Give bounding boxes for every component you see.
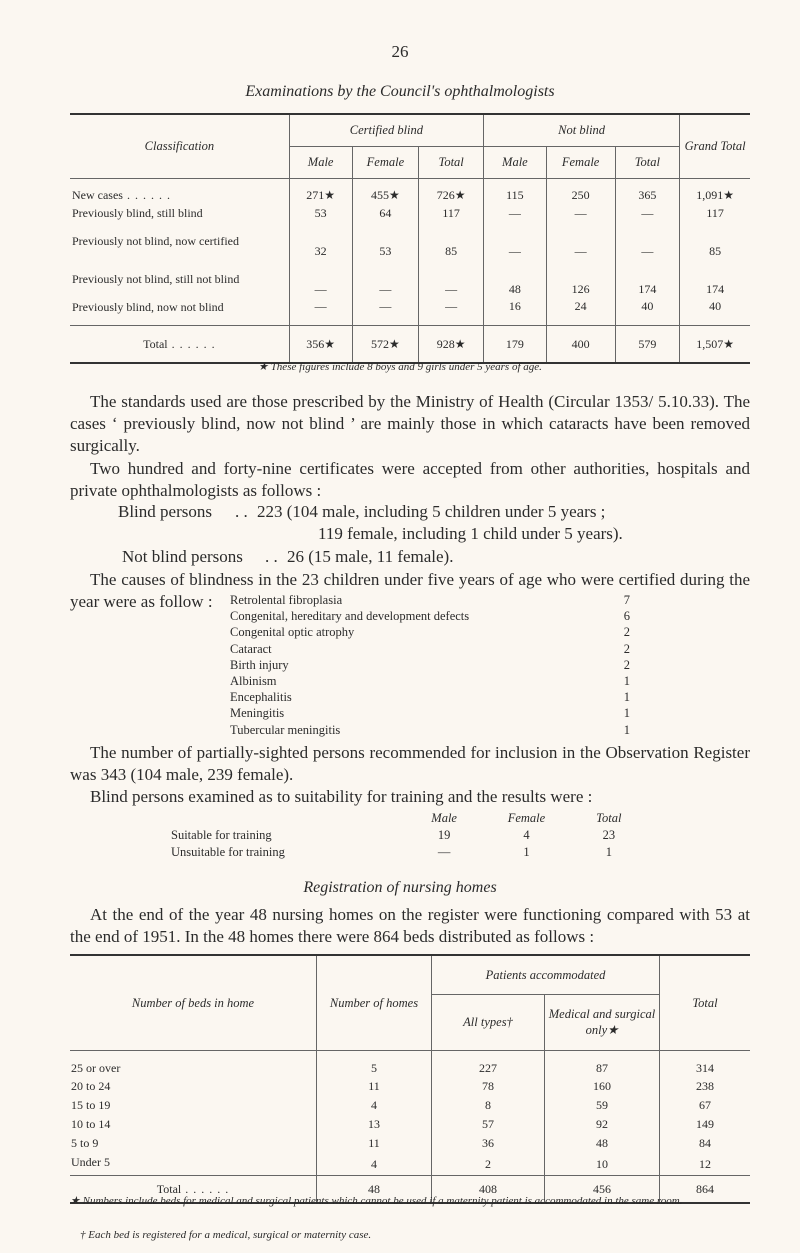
total-label: Total (143, 336, 168, 351)
medical-surgical-header: Medical and surgical only★ (545, 995, 660, 1051)
nursing-table (70, 954, 750, 1204)
cell: 271★ (289, 179, 352, 205)
cell: 1 (605, 845, 612, 859)
cell: 4 (317, 1096, 432, 1115)
list-item (230, 624, 630, 640)
cell: 174 (706, 282, 725, 296)
list-item (230, 673, 630, 689)
table-row (70, 298, 750, 326)
cb-male-header: Male (289, 147, 352, 179)
table-row (170, 827, 650, 844)
cell: 8 (432, 1096, 545, 1115)
cell: 11 (317, 1077, 432, 1096)
total-header: Total (660, 955, 751, 1051)
row-label: 15 to 19 (71, 1098, 111, 1112)
cause-value: 1 (623, 722, 630, 737)
cell: 400 (546, 326, 615, 364)
cell: 455★ (352, 179, 419, 205)
cell: 179 (484, 326, 547, 364)
cell: 356★ (289, 326, 352, 364)
certified-blind-header: Certified blind (289, 114, 483, 147)
patients-header: Patients accommodated (432, 955, 660, 995)
cell: 12 (699, 1156, 711, 1171)
cell: — (484, 222, 547, 260)
row-label: Unsuitable for training (171, 845, 285, 859)
cell: 160 (545, 1077, 660, 1096)
cell: 53 (352, 222, 419, 260)
all-types-header: All types† (432, 995, 545, 1051)
paragraph-certificates: Two hundred and forty-nine certificates were accepted from other authorities, hospitals and private ophthalmologists as follows : (70, 459, 750, 500)
cell: 36 (432, 1134, 545, 1153)
causes-list (230, 592, 630, 738)
cell: 572★ (352, 326, 419, 364)
cell: 78 (432, 1077, 545, 1096)
cell: 67 (699, 1098, 711, 1112)
table1-footnote: ★ These figures include 8 boys and 9 girls under 5 years of age. (258, 361, 542, 373)
paragraph-causes: The causes of blindness in the 23 children under five years of age who were certified during the year were as follow : (70, 570, 750, 611)
cell: — (615, 204, 680, 222)
cause-label: Congenital, hereditary and development defects (230, 609, 470, 624)
cause-label: Meningitis (230, 706, 285, 721)
cell: — (352, 298, 419, 326)
cell: 4 (317, 1153, 432, 1176)
row-label: 25 or over (71, 1061, 121, 1075)
cell: — (437, 845, 451, 859)
cell: 126 (546, 260, 615, 298)
grand-total-header: Grand Total (680, 114, 750, 179)
cell: 48 (484, 260, 547, 298)
table-row (70, 1153, 750, 1176)
not-blind-header: Not blind (484, 114, 680, 147)
nursing-heading: Registration of nursing homes (303, 879, 497, 896)
beds-header: Number of beds in home (70, 955, 317, 1051)
cell: 40 (709, 299, 722, 313)
not-blind-value: 26 (15 male, 11 female). (287, 547, 454, 566)
cell: 24 (546, 298, 615, 326)
row-label: Suitable for training (171, 828, 272, 842)
row-label: Previously blind, still blind (72, 205, 203, 220)
cell: — (352, 260, 419, 298)
cell: — (419, 298, 484, 326)
cell: 23 (602, 828, 616, 842)
cell: — (615, 222, 680, 260)
blind-persons-line2: 119 female, including 1 child under 5 years). (318, 524, 623, 543)
table-row (70, 260, 750, 298)
cell: — (289, 260, 352, 298)
list-item (230, 657, 630, 673)
cb-female-header: Female (352, 147, 419, 179)
cell: 48 (317, 1176, 432, 1204)
cell: 1,091★ (696, 187, 734, 202)
cell: 115 (484, 179, 547, 205)
ophthalmology-table (70, 113, 750, 364)
cause-label: Retrolental fibroplasia (230, 593, 343, 607)
blind-persons-line1: 223 (104 male, including 5 children under 5 years ; (257, 502, 606, 521)
cell: 579 (615, 326, 680, 364)
nb-male-header: Male (484, 147, 547, 179)
cell: 53 (289, 204, 352, 222)
female-header: Female (507, 811, 546, 825)
list-item (230, 608, 630, 624)
table-row (70, 1077, 750, 1096)
classification-header: Classification (70, 114, 289, 179)
cell: 365 (615, 179, 680, 205)
cause-value: 6 (623, 609, 630, 624)
nursing-footnote-1: ★ Numbers include beds for medical and surgical patients which cannot be used if a maternity patient is accommodated in the same room. (70, 1195, 683, 1207)
paragraph-partially-sighted: The number of partially-sighted persons recommended for inclusion in the Observation Register was 343 (104 male, 239 female). (70, 743, 750, 784)
male-header: Male (431, 811, 457, 825)
total-header: Total (596, 811, 622, 825)
paragraph-standards: The standards used are those prescribed by the Ministry of Health (Circular 1353/ 5.10.33). The cases ‘ previously blind, now not blind ’ are mainly those in which cataracts have been removed surgically. (70, 392, 750, 455)
row-label: 20 to 24 (71, 1079, 111, 1093)
suitability-table (170, 810, 650, 861)
cause-label: Encephalitis (230, 690, 292, 705)
cell: 87 (545, 1051, 660, 1078)
table-row (70, 1096, 750, 1115)
cell: 32 (289, 222, 352, 260)
list-item (230, 705, 630, 721)
nb-female-header: Female (546, 147, 615, 179)
blind-persons-label: Blind persons (118, 502, 212, 521)
total-label: Total (156, 1181, 182, 1196)
cell: 174 (615, 260, 680, 298)
cell: 11 (317, 1134, 432, 1153)
list-item (230, 592, 630, 608)
cell: — (546, 204, 615, 222)
cause-value: 2 (623, 641, 630, 656)
cause-label: Birth injury (230, 657, 289, 672)
cell: 19 (437, 828, 451, 842)
cell: 928★ (419, 326, 484, 364)
table-row (70, 1115, 750, 1134)
list-item (230, 722, 630, 738)
cause-value: 1 (623, 690, 630, 705)
dot-leader: . . (235, 502, 248, 521)
paragraph-suitability: Blind persons examined as to suitability for training and the results were : (90, 787, 593, 806)
total-row (70, 326, 750, 364)
cell: 238 (696, 1079, 714, 1093)
cell: — (289, 298, 352, 326)
cell: 59 (545, 1096, 660, 1115)
table-row (70, 179, 750, 205)
table-row (70, 222, 750, 260)
cause-label: Albinism (230, 674, 277, 689)
cell: 117 (419, 204, 484, 222)
cell: — (484, 204, 547, 222)
cell: 250 (546, 179, 615, 205)
cell: — (546, 222, 615, 260)
paragraph-nursing: At the end of the year 48 nursing homes on the register were functioning compared with 53 at the end of 1951. In the 48 homes there were 864 beds distributed as follows : (70, 905, 750, 946)
cell: 48 (545, 1134, 660, 1153)
cell: 314 (696, 1061, 714, 1075)
cell: 10 (545, 1153, 660, 1176)
nb-total-header: Total (615, 147, 680, 179)
cell: 16 (484, 298, 547, 326)
cell: 4 (523, 828, 530, 842)
cell: 2 (432, 1153, 545, 1176)
row-label: Under 5 (71, 1155, 110, 1169)
cell: 92 (545, 1115, 660, 1134)
table-row (70, 204, 750, 222)
list-item (230, 641, 630, 657)
cause-label: Congenital optic atrophy (230, 625, 355, 640)
homes-header: Number of homes (317, 955, 432, 1051)
row-label: Previously not blind, now certified (72, 234, 239, 248)
cell: 227 (432, 1051, 545, 1078)
table-row (70, 1051, 750, 1078)
page-number: 26 (391, 42, 409, 61)
cell: 408 (432, 1176, 545, 1204)
cell: 57 (432, 1115, 545, 1134)
row-label: Previously blind, now not blind (72, 299, 224, 314)
row-label: Previously not blind, still not blind (72, 272, 240, 286)
cell: 40 (615, 298, 680, 326)
table1-caption: Examinations by the Council's ophthalmologists (245, 83, 555, 100)
cell: 456 (545, 1176, 660, 1204)
row-label: New cases (72, 187, 123, 202)
cell: 117 (706, 205, 724, 220)
dot-leader: . . (265, 547, 278, 566)
cause-label: Tubercular meningitis (230, 722, 341, 737)
cell: 84 (699, 1136, 711, 1150)
cell: 64 (352, 204, 419, 222)
cell: 726★ (419, 179, 484, 205)
cause-value: 7 (623, 593, 630, 607)
table-row (170, 844, 650, 861)
cell: — (419, 260, 484, 298)
cell: 864 (696, 1181, 714, 1196)
cause-label: Cataract (230, 641, 272, 656)
cell: 5 (317, 1051, 432, 1078)
cell: 1 (523, 845, 530, 859)
list-item (230, 689, 630, 705)
cause-value: 1 (623, 674, 630, 689)
cause-value: 2 (623, 657, 630, 672)
nursing-footnote-2: † Each bed is registered for a medical, surgical or maternity case. (80, 1229, 372, 1241)
table-row (70, 1134, 750, 1153)
row-label: 10 to 14 (71, 1117, 111, 1131)
cause-value: 2 (623, 625, 630, 640)
row-label: 5 to 9 (71, 1136, 99, 1150)
cb-total-header: Total (419, 147, 484, 179)
cell: 85 (419, 222, 484, 260)
cause-value: 1 (623, 706, 630, 721)
cell: 13 (317, 1115, 432, 1134)
cell: 149 (696, 1117, 714, 1131)
cell: 85 (709, 244, 722, 258)
not-blind-label: Not blind persons (122, 547, 243, 566)
cell: 1,507★ (696, 336, 734, 351)
